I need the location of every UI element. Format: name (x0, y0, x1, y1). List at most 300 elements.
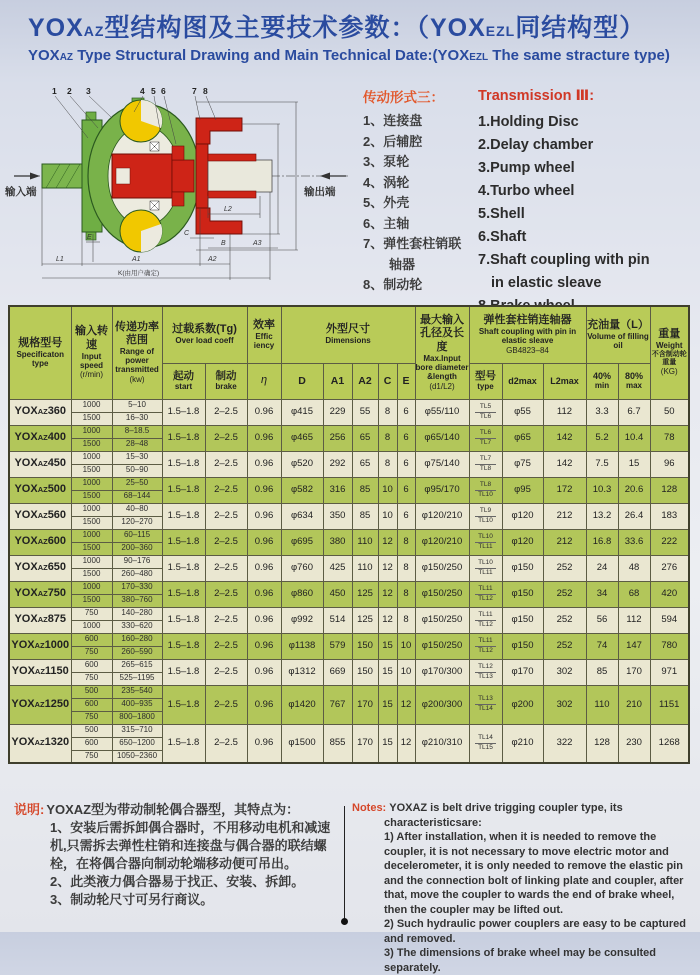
dim-A2-cell: 170 (352, 685, 378, 724)
table-row (9, 633, 689, 646)
dim-E-cell: 6 (397, 451, 415, 477)
weight-cell: 594 (650, 607, 689, 633)
dim-label-A2: A2 (208, 256, 217, 263)
dim-C-cell: 12 (378, 581, 397, 607)
L2max-cell: 142 (543, 451, 586, 477)
L2max-cell: 302 (543, 685, 586, 724)
notes-english (352, 801, 694, 975)
bore-cell: φ150/250 (415, 555, 469, 581)
oil-80-cell: 170 (618, 659, 650, 685)
dim-D-cell: φ582 (281, 477, 323, 503)
table-row (9, 607, 689, 620)
header-d2max: d2max (502, 363, 543, 399)
power-cell: 800–1800 (112, 711, 162, 724)
oil-40-cell: 34 (586, 581, 618, 607)
power-cell: 50–90 (112, 464, 162, 477)
legend-chinese-items (363, 111, 463, 296)
table-row (9, 399, 689, 412)
list-item: 8、制动轮 (363, 277, 423, 292)
power-cell: 400–935 (112, 698, 162, 711)
speed-cell: 1500 (71, 568, 112, 581)
list-item: 3、制动轮尺寸可另行商议。 (50, 892, 214, 907)
oil-80-cell: 26.4 (618, 503, 650, 529)
power-cell: 8–18.5 (112, 425, 162, 438)
brake-coeff-cell: 2–2.5 (205, 659, 247, 685)
coupling-type-cell: TL6 TL7 (469, 425, 502, 451)
speed-cell: 1500 (71, 412, 112, 425)
d2max-cell: φ150 (502, 633, 543, 659)
table-row (9, 425, 689, 438)
dim-A1-cell: 514 (323, 607, 352, 633)
list-item: 4.Turbo wheel (478, 183, 575, 199)
dim-A2-cell: 65 (352, 451, 378, 477)
oil-40-cell: 74 (586, 633, 618, 659)
bore-cell: φ200/300 (415, 685, 469, 724)
title-part: The same stracture type) (488, 47, 670, 64)
title-part: YOX (28, 47, 60, 64)
power-cell: 200–360 (112, 542, 162, 555)
header-oil-volume: 充油量（L） Volume of filling oil (586, 306, 650, 363)
power-cell: 160–280 (112, 633, 162, 646)
table-row (9, 724, 689, 737)
part-number-1: 1 (52, 86, 57, 96)
dim-A1-cell: 256 (323, 425, 352, 451)
list-item: 3、泵轮 (363, 154, 410, 169)
power-cell: 25–50 (112, 477, 162, 490)
coupling-type-cell: TL12 TL13 (469, 659, 502, 685)
part-number-4: 4 (140, 86, 145, 96)
table-row (9, 659, 689, 672)
oil-80-cell: 210 (618, 685, 650, 724)
list-item: 5.Shell (478, 206, 525, 222)
oil-40-cell: 16.8 (586, 529, 618, 555)
list-item: 1、安装后需拆卸偶合器时，不用移动电机和减速机,只需拆去弹性柱销和连接盘与偶合器的联结螺栓，在将偶合器向制动轮端移动便可吊出。 (50, 820, 331, 871)
list-item: 6.Shaft (478, 229, 527, 245)
dim-C-cell: 15 (378, 685, 397, 724)
output-shaft (208, 154, 272, 198)
start-coeff-cell: 1.5–1.8 (162, 685, 205, 724)
dim-label-K: K(由用户确定) (118, 270, 160, 277)
speed-cell: 1500 (71, 542, 112, 555)
speed-cell: 1000 (71, 555, 112, 568)
efficiency-cell: 0.96 (247, 685, 281, 724)
bore-cell: φ75/140 (415, 451, 469, 477)
list-item: 3) The dimensions of brake wheel may be consulted separately. (384, 947, 657, 974)
notes-chinese-intro: YOXAZ型为带动制轮偶合器型，其特点为： (46, 802, 300, 817)
dim-D-cell: φ1500 (281, 724, 323, 763)
brake-coeff-cell: 2–2.5 (205, 425, 247, 451)
title-sub-part: EZL (485, 23, 516, 39)
input-arrow-icon (30, 173, 40, 180)
d2max-cell: φ120 (502, 503, 543, 529)
brake-coeff-cell: 2–2.5 (205, 503, 247, 529)
weight-cell: 222 (650, 529, 689, 555)
oil-40-cell: 24 (586, 555, 618, 581)
dim-E-cell: 8 (397, 529, 415, 555)
speed-cell: 600 (71, 633, 112, 646)
L2max-cell: 172 (543, 477, 586, 503)
list-item: 2) Such hydraulic power couplers are easy to be captured and removed. (384, 918, 686, 945)
bore-cell: φ210/310 (415, 724, 469, 763)
dim-A2-cell: 170 (352, 724, 378, 763)
header-efficiency: 效率 Effic iency (247, 306, 281, 363)
coupling-type-cell: TL13 TL14 (469, 685, 502, 724)
list-item: 3.Pump wheel (478, 160, 575, 176)
list-item: 4、涡轮 (363, 174, 410, 190)
start-coeff-cell: 1.5–1.8 (162, 425, 205, 451)
start-coeff-cell: 1.5–1.8 (162, 555, 205, 581)
dim-A2-cell: 85 (352, 503, 378, 529)
speed-cell: 1000 (71, 425, 112, 438)
header-dim-C: C (378, 363, 397, 399)
brake-coeff-cell: 2–2.5 (205, 451, 247, 477)
table-row (9, 477, 689, 490)
coupling-type-cell: TL9 TL10 (469, 503, 502, 529)
start-coeff-cell: 1.5–1.8 (162, 659, 205, 685)
power-cell: 60–115 (112, 529, 162, 542)
start-coeff-cell: 1.5–1.8 (162, 503, 205, 529)
oil-40-cell: 128 (586, 724, 618, 763)
legend-chinese (363, 86, 463, 296)
oil-80-cell: 15 (618, 451, 650, 477)
oil-80-cell: 48 (618, 555, 650, 581)
coupling-type-cell: TL11 TL12 (469, 581, 502, 607)
oil-40-cell: 13.2 (586, 503, 618, 529)
dim-C-cell: 12 (378, 607, 397, 633)
bore-cell: φ170/300 (415, 659, 469, 685)
dim-A2-cell: 110 (352, 555, 378, 581)
header-weight: 重量 Weight 不含制动轮重量 (KG) (650, 306, 689, 399)
oil-80-cell: 6.7 (618, 399, 650, 425)
bore-cell: φ120/210 (415, 503, 469, 529)
efficiency-cell: 0.96 (247, 607, 281, 633)
bore-cell: φ65/140 (415, 425, 469, 451)
title-part: 同结构型） (515, 14, 646, 42)
speed-cell: 750 (71, 646, 112, 659)
dim-A1-cell: 350 (323, 503, 352, 529)
dim-A2-cell: 85 (352, 477, 378, 503)
start-coeff-cell: 1.5–1.8 (162, 477, 205, 503)
power-cell: 28–48 (112, 438, 162, 451)
speed-cell: 500 (71, 685, 112, 698)
weight-cell: 50 (650, 399, 689, 425)
brake-coeff-cell: 2–2.5 (205, 633, 247, 659)
model-cell: YOXAZ875 (9, 607, 71, 633)
header-row-1 (9, 306, 689, 363)
dim-D-cell: φ415 (281, 399, 323, 425)
model-cell: YOXAZ1150 (9, 659, 71, 685)
dim-D-cell: φ695 (281, 529, 323, 555)
oil-80-cell: 112 (618, 607, 650, 633)
d2max-cell: φ200 (502, 685, 543, 724)
L2max-cell: 112 (543, 399, 586, 425)
dim-E-cell: 6 (397, 425, 415, 451)
dim-D-cell: φ1138 (281, 633, 323, 659)
power-cell: 170–330 (112, 581, 162, 594)
dim-label-L2: L2 (224, 206, 232, 213)
dim-A2-cell: 150 (352, 633, 378, 659)
oil-40-cell: 110 (586, 685, 618, 724)
header-spec: 规格型号 Specificaton type (9, 306, 71, 399)
d2max-cell: φ150 (502, 607, 543, 633)
L2max-cell: 252 (543, 607, 586, 633)
efficiency-cell: 0.96 (247, 555, 281, 581)
speed-cell: 1000 (71, 620, 112, 633)
header-power: 传递功率范围 Range of power transmitted (kw) (112, 306, 162, 399)
oil-80-cell: 68 (618, 581, 650, 607)
weight-cell: 1268 (650, 724, 689, 763)
dim-A1-cell: 767 (323, 685, 352, 724)
speed-cell: 600 (71, 737, 112, 750)
notes-english-items (384, 830, 694, 975)
dim-C-cell: 8 (378, 425, 397, 451)
L2max-cell: 142 (543, 425, 586, 451)
oil-80-cell: 33.6 (618, 529, 650, 555)
weight-cell: 78 (650, 425, 689, 451)
start-coeff-cell: 1.5–1.8 (162, 633, 205, 659)
dim-E-cell: 8 (397, 607, 415, 633)
power-cell: 140–280 (112, 607, 162, 620)
power-cell: 40–80 (112, 503, 162, 516)
legend-english-items (478, 111, 666, 318)
dim-A1-cell: 579 (323, 633, 352, 659)
speed-cell: 1500 (71, 490, 112, 503)
speed-cell: 1000 (71, 477, 112, 490)
brake-coeff-cell: 2–2.5 (205, 555, 247, 581)
bore-cell: φ55/110 (415, 399, 469, 425)
dim-A1-cell: 380 (323, 529, 352, 555)
brake-coeff-cell: 2–2.5 (205, 685, 247, 724)
structural-drawing (2, 84, 360, 304)
dim-E-cell: 8 (397, 555, 415, 581)
list-item: 2、后辅腔 (363, 133, 423, 149)
notes-chinese-label: 说明: (14, 802, 45, 817)
power-cell: 5–10 (112, 399, 162, 412)
dim-D-cell: φ1420 (281, 685, 323, 724)
power-cell: 260–590 (112, 646, 162, 659)
header-dim-A2: A2 (352, 363, 378, 399)
dim-D-cell: φ465 (281, 425, 323, 451)
model-cell: YOXAZ1320 (9, 724, 71, 763)
weight-cell: 420 (650, 581, 689, 607)
weight-cell: 1151 (650, 685, 689, 724)
start-coeff-cell: 1.5–1.8 (162, 724, 205, 763)
power-cell: 260–480 (112, 568, 162, 581)
power-cell: 315–710 (112, 724, 162, 737)
oil-40-cell: 3.3 (586, 399, 618, 425)
dim-C-cell: 12 (378, 555, 397, 581)
dim-A2-cell: 125 (352, 581, 378, 607)
dim-A2-cell: 125 (352, 607, 378, 633)
start-coeff-cell: 1.5–1.8 (162, 529, 205, 555)
legend-english (478, 88, 666, 318)
dim-label-L1: L1 (56, 256, 64, 263)
dim-C-cell: 8 (378, 399, 397, 425)
dim-E-cell: 10 (397, 633, 415, 659)
L2max-cell: 302 (543, 659, 586, 685)
L2max-cell: 252 (543, 555, 586, 581)
speed-cell: 1500 (71, 438, 112, 451)
efficiency-cell: 0.96 (247, 399, 281, 425)
dim-C-cell: 10 (378, 503, 397, 529)
dim-C-cell: 15 (378, 659, 397, 685)
speed-cell: 750 (71, 672, 112, 685)
dim-A1-cell: 229 (323, 399, 352, 425)
start-coeff-cell: 1.5–1.8 (162, 399, 205, 425)
coupling-type-cell: TL11 TL12 (469, 633, 502, 659)
input-shaft (42, 164, 82, 188)
L2max-cell: 322 (543, 724, 586, 763)
power-cell: 330–620 (112, 620, 162, 633)
dim-E-cell: 10 (397, 659, 415, 685)
table-row (9, 581, 689, 594)
title-chinese (28, 8, 670, 44)
legend-chinese-title: 传动形式三： (363, 90, 444, 105)
speed-cell: 1000 (71, 503, 112, 516)
weight-cell: 96 (650, 451, 689, 477)
d2max-cell: φ75 (502, 451, 543, 477)
d2max-cell: φ65 (502, 425, 543, 451)
header-overload: 过载系数(Tg) Over load coeff (162, 306, 247, 363)
part-number-5: 5 (151, 86, 156, 96)
d2max-cell: φ55 (502, 399, 543, 425)
oil-80-cell: 230 (618, 724, 650, 763)
part-number-8: 8 (203, 86, 208, 96)
dim-C-cell: 12 (378, 529, 397, 555)
header-dim-D: D (281, 363, 323, 399)
oil-40-cell: 10.3 (586, 477, 618, 503)
coupling-type-cell: TL5 TL6 (469, 399, 502, 425)
table-row (9, 555, 689, 568)
title-sub-part: AZ (59, 52, 74, 63)
notes-english-label: Notes: (352, 802, 387, 814)
spec-table (8, 305, 690, 764)
list-item: 5、外壳 (363, 195, 410, 210)
L2max-cell: 212 (543, 529, 586, 555)
notes-chinese (14, 801, 336, 909)
weight-cell: 971 (650, 659, 689, 685)
header-L2max: L2max (543, 363, 586, 399)
efficiency-cell: 0.96 (247, 529, 281, 555)
start-coeff-cell: 1.5–1.8 (162, 607, 205, 633)
dim-C-cell: 15 (378, 724, 397, 763)
dim-label-A1: A1 (132, 256, 141, 263)
dim-A1-cell: 316 (323, 477, 352, 503)
dim-D-cell: φ1312 (281, 659, 323, 685)
list-item: 1、连接盘 (363, 113, 423, 128)
coupling-type-cell: TL14 TL15 (469, 724, 502, 763)
model-cell: YOXAZ400 (9, 425, 71, 451)
efficiency-cell: 0.96 (247, 633, 281, 659)
dim-A1-cell: 855 (323, 724, 352, 763)
model-cell: YOXAZ360 (9, 399, 71, 425)
dim-D-cell: φ760 (281, 555, 323, 581)
coupling-type-cell: TL10 TL11 (469, 529, 502, 555)
table-row (9, 685, 689, 698)
dim-D-cell: φ992 (281, 607, 323, 633)
model-cell: YOXAZ600 (9, 529, 71, 555)
notes-english-intro: YOXAZ is belt drive trigging coupler type, its characteristicsare: (384, 802, 623, 829)
bore-cell: φ120/210 (415, 529, 469, 555)
model-cell: YOXAZ560 (9, 503, 71, 529)
brake-coeff-cell: 2–2.5 (205, 607, 247, 633)
output-arrow-icon (320, 173, 330, 180)
power-cell: 15–30 (112, 451, 162, 464)
brake-coeff-cell: 2–2.5 (205, 581, 247, 607)
bore-cell: φ150/250 (415, 633, 469, 659)
notes-divider (344, 806, 345, 922)
list-item: 2、此类液力偶合器易于找正、安装、拆卸。 (50, 874, 305, 889)
power-cell: 265–615 (112, 659, 162, 672)
speed-cell: 500 (71, 724, 112, 737)
model-cell: YOXAZ1250 (9, 685, 71, 724)
efficiency-cell: 0.96 (247, 724, 281, 763)
speed-cell: 1000 (71, 451, 112, 464)
d2max-cell: φ150 (502, 555, 543, 581)
oil-40-cell: 7.5 (586, 451, 618, 477)
output-end-label: 输出端 (304, 186, 336, 198)
legend-english-title: Transmission Ⅲ: (478, 88, 595, 104)
dim-C-cell: 15 (378, 633, 397, 659)
coupling-type-cell: TL11 TL12 (469, 607, 502, 633)
oil-80-cell: 20.6 (618, 477, 650, 503)
dim-D-cell: φ520 (281, 451, 323, 477)
table-row (9, 503, 689, 516)
start-coeff-cell: 1.5–1.8 (162, 581, 205, 607)
power-cell: 235–540 (112, 685, 162, 698)
header-speed: 输入转速 Input speed (r/min) (71, 306, 112, 399)
d2max-cell: φ210 (502, 724, 543, 763)
bore-cell: φ95/170 (415, 477, 469, 503)
list-item: 7、弹性套柱销联轴器 (363, 236, 462, 272)
dim-A1-cell: 450 (323, 581, 352, 607)
oil-40-cell: 56 (586, 607, 618, 633)
weight-cell: 780 (650, 633, 689, 659)
dim-E-cell: 6 (397, 503, 415, 529)
page-title (28, 8, 670, 64)
bore-cell: φ150/250 (415, 607, 469, 633)
header-brake: 制动 brake (205, 363, 247, 399)
title-part: 型结构图及主要技术参数：（YOX (104, 14, 486, 42)
coupling-type-cell: TL8 TL10 (469, 477, 502, 503)
brake-coeff-cell: 2–2.5 (205, 399, 247, 425)
L2max-cell: 252 (543, 633, 586, 659)
coupling-type-cell: TL10 TL11 (469, 555, 502, 581)
start-coeff-cell: 1.5–1.8 (162, 451, 205, 477)
oil-80-cell: 147 (618, 633, 650, 659)
title-sub-part: EZL (469, 52, 489, 63)
dim-A2-cell: 65 (352, 425, 378, 451)
d2max-cell: φ170 (502, 659, 543, 685)
table-row (9, 529, 689, 542)
model-cell: YOXAZ500 (9, 477, 71, 503)
speed-cell: 750 (71, 750, 112, 763)
weight-cell: 276 (650, 555, 689, 581)
oil-40-cell: 85 (586, 659, 618, 685)
model-cell: YOXAZ650 (9, 555, 71, 581)
speed-cell: 750 (71, 607, 112, 620)
part-number-7: 7 (192, 86, 197, 96)
header-eta: η (247, 363, 281, 399)
dim-A1-cell: 669 (323, 659, 352, 685)
speed-cell: 1500 (71, 516, 112, 529)
dim-label-C: C (184, 230, 190, 237)
dim-D-cell: φ860 (281, 581, 323, 607)
speed-cell: 1500 (71, 594, 112, 607)
efficiency-cell: 0.96 (247, 425, 281, 451)
list-item: 2.Delay chamber (478, 137, 594, 153)
header-dim-E: E (397, 363, 415, 399)
